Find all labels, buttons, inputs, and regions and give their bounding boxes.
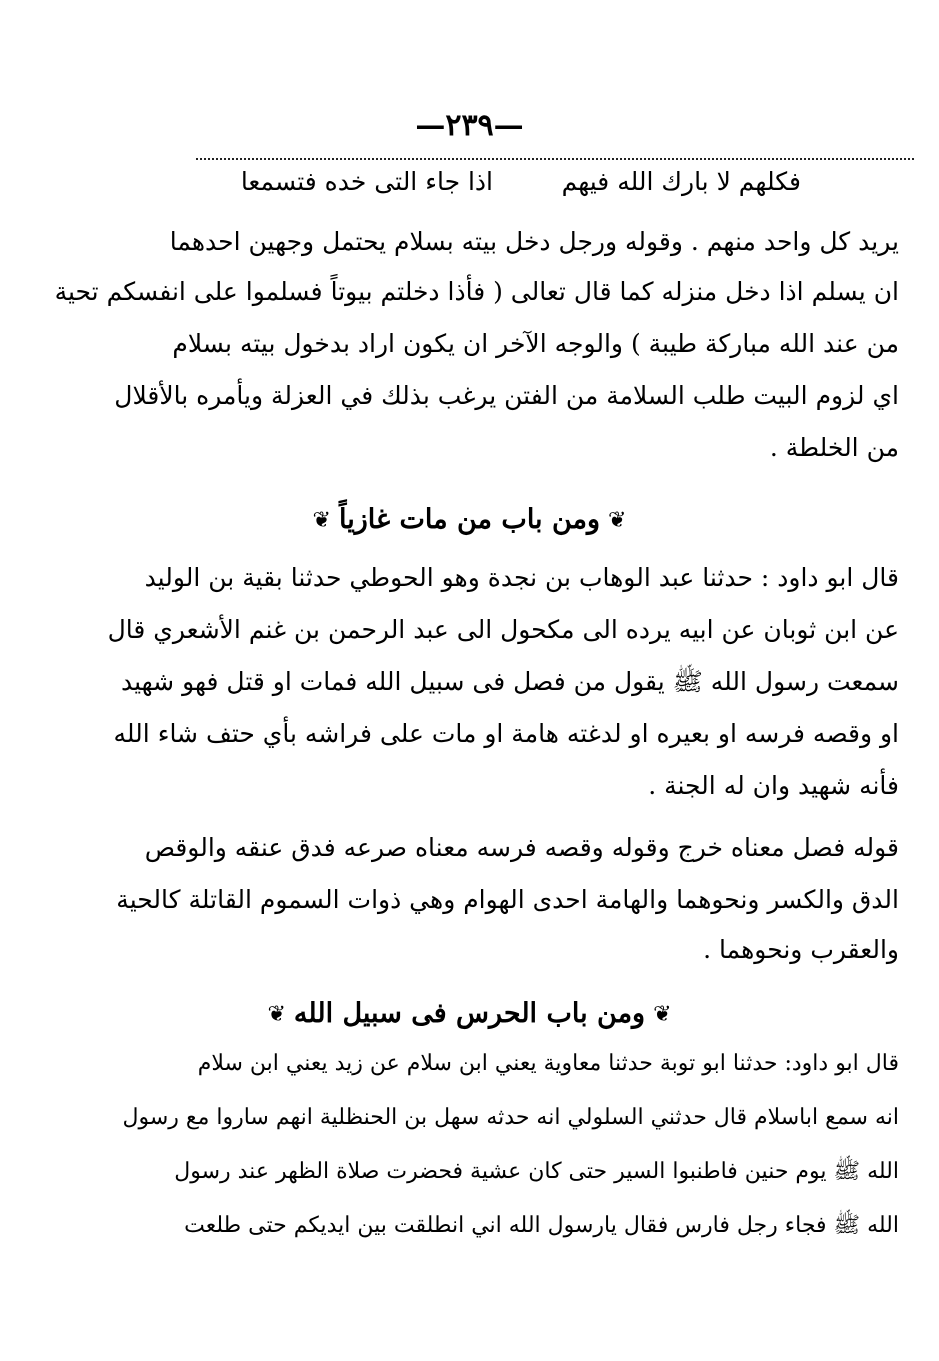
verse-hemistich-2: اذا جاء التى خده فتسمعا (240, 167, 493, 196)
section-heading-1-text: ومن باب من مات غازياً (338, 504, 601, 535)
ornament-right-icon: ❦ (653, 1001, 672, 1027)
paragraph-4-line-1: قال ابو داود: حدثنا ابو توبة حدثنا معاوية يعني ابن سلام عن زيد يعني ابن سلام (197, 1051, 899, 1076)
paragraph-2-line-5: فأنه شهيد وان له الجنة . (648, 771, 899, 800)
section-heading-1 (0, 498, 939, 543)
ornament-right-icon: ❦ (608, 507, 627, 533)
paragraph-4-line-3: الله ﷺ يوم حنين فاطنبوا السير حتى كان عشية فحضرت صلاة الظهر عند رسول (174, 1159, 899, 1184)
section-heading-2-text: ومن باب الحرس فى سبيل الله (293, 998, 646, 1029)
paragraph-2-line-4: او وقصه فرسه او بعيره او لدغته هامة او مات على فراشه بأي حتف شاء الله (113, 719, 899, 748)
verse (0, 160, 939, 204)
paragraph-2-line-1: قال ابو داود : حدثنا عبد الوهاب بن نجدة وهو الحوطي حدثنا بقية بن الوليد (144, 563, 899, 592)
paragraph-1-line-5: من الخلطة . (769, 433, 899, 462)
paragraph-3-line-3: والعقرب ونحوهما . (703, 935, 899, 964)
page-number: —٢٣٩— (415, 108, 524, 143)
paragraph-2-line-2: عن ابن ثوبان عن ابيه يرده الى مكحول الى عبد الرحمن بن غنم الأشعري قال (107, 615, 899, 644)
paragraph-3-line-1: قوله فصل معناه خرج وقوله وقصه فرسه معناه صرعه فدق عنقه والوقص (144, 833, 899, 862)
ornament-left-icon: ❦ (267, 1001, 286, 1027)
paragraph-3-line-2: الدق والكسر ونحوهما والهامة احدى الهوام وهي ذوات السموم القاتلة كالحية (116, 885, 899, 914)
section-heading-2 (0, 992, 939, 1037)
paragraph-2-line-3: سمعت رسول الله ﷺ يقول من فصل فى سبيل الله فمات او قتل فهو شهيد (120, 667, 899, 696)
ornament-left-icon: ❦ (312, 507, 331, 533)
paragraph-4-line-2: انه سمع اباسلام قال حدثني السلولي انه حدثه سهل بن الحنظلية انهم ساروا مع رسول (122, 1105, 899, 1130)
paragraph-1-line-2: ان يسلم اذا دخل منزله كما قال تعالى ( فأذا دخلتم بيوتاً فسلموا على انفسكم تحية (54, 277, 899, 306)
paragraph-1-line-4: اي لزوم البيت طلب السلامة من الفتن يرغب بذلك في العزلة ويأمره بالأقلال (114, 381, 899, 410)
verse-hemistich-1: فكلهم لا بارك الله فيهم (561, 167, 801, 196)
paragraph-1-line-3: من عند الله مباركة طيبة ) والوجه الآخر ان يكون اراد بدخول بيته بسلام (172, 329, 899, 358)
paragraph-4-line-4: الله ﷺ فجاء رجل فارس فقال يارسول الله اني انطلقت بين ايديكم حتى طلعت (184, 1213, 899, 1238)
paragraph-1-line-1: يريد كل واحد منهم . وقوله ورجل دخل بيته بسلام يحتمل وجهين احدهما (169, 227, 899, 256)
